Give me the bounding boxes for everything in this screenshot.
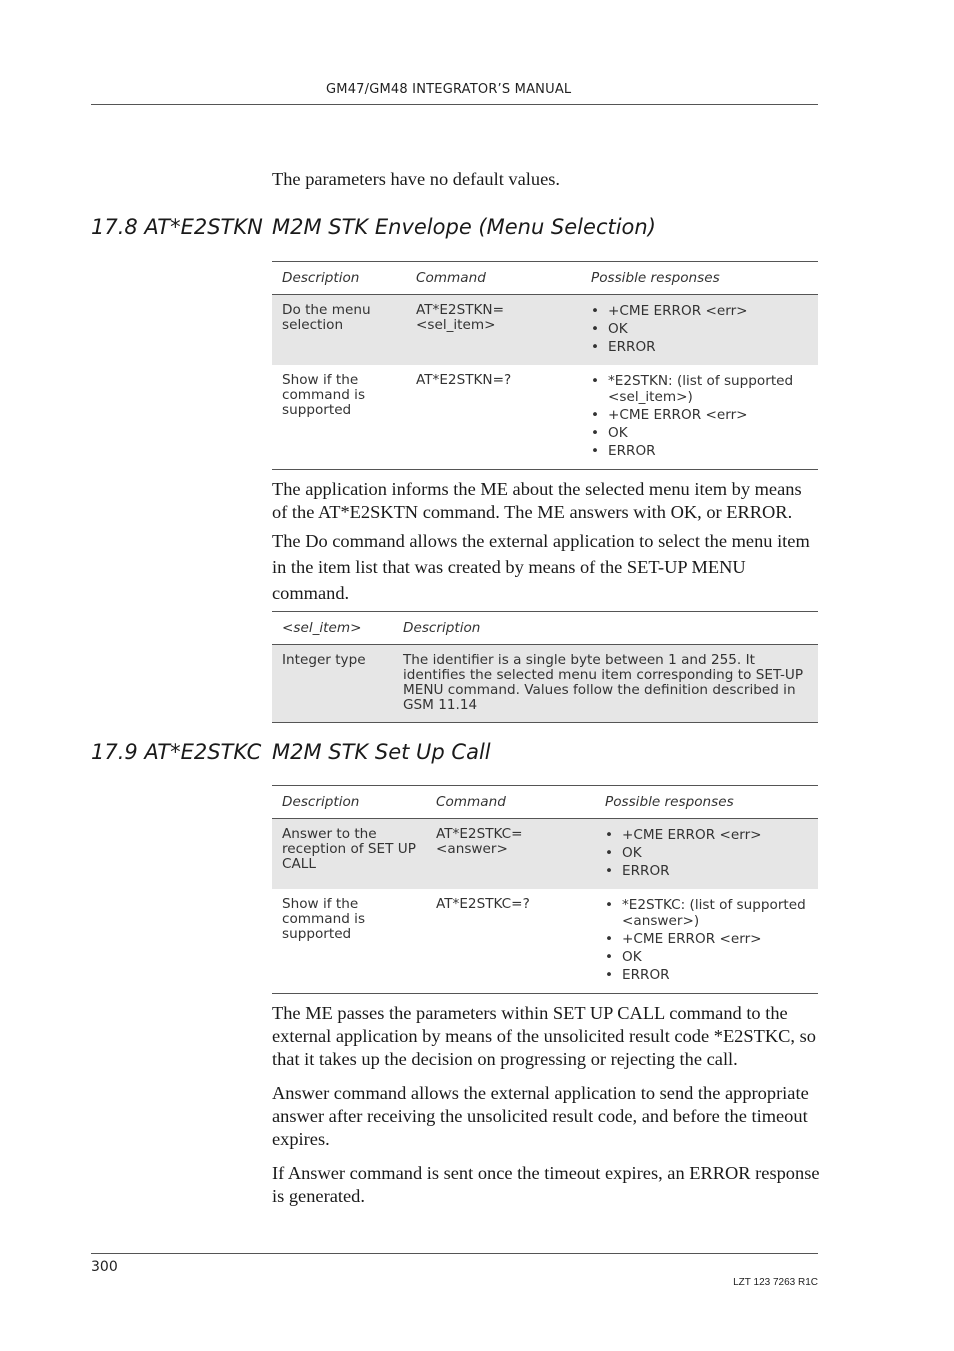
response-item: • +CME ERROR <err> (605, 931, 808, 947)
response-item: • +CME ERROR <err> (591, 303, 808, 319)
paragraph: Answer command allows the external application to send the appropriate answer after receiving the unsolicited result code, and before the timeout expires. (272, 1083, 809, 1149)
parameter-value: Integer type (272, 645, 393, 723)
row-command: AT*E2STKC=<answer> (426, 819, 595, 890)
e2stkn-command-table (272, 261, 818, 470)
paragraph: The Do command allows the external application to select the menu item in the item list that was created by means of the SET-UP MENU command. (272, 531, 810, 603)
paragraph: If Answer command is sent once the timeout expires, an ERROR response is generated. (272, 1163, 820, 1206)
row-responses (595, 889, 818, 994)
column-header: Command (406, 262, 581, 295)
table-row (272, 295, 818, 366)
running-header: GM47/GM48 INTEGRATOR’S MANUAL (326, 82, 572, 97)
e2stkn-description (272, 478, 820, 606)
table-header-row (272, 786, 818, 819)
row-responses (581, 365, 818, 470)
footer-rule (91, 1253, 818, 1254)
column-header: Command (426, 786, 595, 819)
table-row (272, 365, 818, 470)
section-17-9-heading (91, 740, 491, 764)
table-row (272, 645, 818, 723)
response-item: • *E2STKN: (list of supported <sel_item>) (591, 373, 808, 405)
response-item: • OK (605, 949, 808, 965)
section-number: 17.8 AT*E2STKN (91, 215, 263, 239)
column-header: Possible responses (595, 786, 818, 819)
sel-item-parameter-table (272, 611, 818, 723)
intro-paragraph: The parameters have no default values. (272, 169, 560, 189)
row-command: AT*E2STKN=? (406, 365, 581, 470)
section-17-8-heading (91, 215, 656, 239)
response-item: • OK (605, 845, 808, 861)
header-rule (91, 104, 818, 105)
row-description: Answer to the reception of SET UP CALL (272, 819, 426, 890)
row-responses (581, 295, 818, 366)
row-description: Do the menu selection (272, 295, 406, 366)
table-header-row (272, 612, 818, 645)
row-command: AT*E2STKN=<sel_item> (406, 295, 581, 366)
column-header: Description (272, 786, 426, 819)
response-item: • ERROR (591, 443, 808, 459)
column-header: Possible responses (581, 262, 818, 295)
response-item: • OK (591, 425, 808, 441)
column-header: Description (272, 262, 406, 295)
table-row (272, 889, 818, 994)
paragraph: The application informs the ME about the selected menu item by means of the AT*E2SKTN command. The ME answers with OK, or ERROR. (272, 479, 802, 522)
table-row (272, 819, 818, 890)
page-number: 300 (91, 1259, 118, 1275)
column-header: Description (393, 612, 818, 645)
section-title-text: M2M STK Envelope (Menu Selection) (272, 215, 656, 239)
row-responses (595, 819, 818, 890)
table-header-row (272, 262, 818, 295)
response-item: • *E2STKC: (list of supported <answer>) (605, 897, 808, 929)
response-item: • ERROR (605, 863, 808, 879)
row-command: AT*E2STKC=? (426, 889, 595, 994)
response-item: • +CME ERROR <err> (605, 827, 808, 843)
column-header: <sel_item> (272, 612, 393, 645)
response-item: • OK (591, 321, 808, 337)
response-item: • +CME ERROR <err> (591, 407, 808, 423)
section-title-text: M2M STK Set Up Call (272, 740, 491, 764)
e2stkc-description (272, 1002, 820, 1208)
row-description: Show if the command is supported (272, 889, 426, 994)
document-id: LZT 123 7263 R1C (733, 1277, 818, 1288)
response-item: • ERROR (591, 339, 808, 355)
section-number: 17.9 AT*E2STKC (91, 740, 262, 764)
e2stkc-command-table (272, 785, 818, 994)
parameter-description: The identifier is a single byte between 1 and 255. It identifies the selected menu item corresponding to SET-UP MENU command. Values follow the definition described in GSM 11.14 (393, 645, 818, 723)
row-description: Show if the command is supported (272, 365, 406, 470)
response-item: • ERROR (605, 967, 808, 983)
paragraph: The ME passes the parameters within SET UP CALL command to the external application by means of the unsolicited result code *E2STKC, so that it takes up the decision on progressing or rejecting the call. (272, 1003, 816, 1069)
